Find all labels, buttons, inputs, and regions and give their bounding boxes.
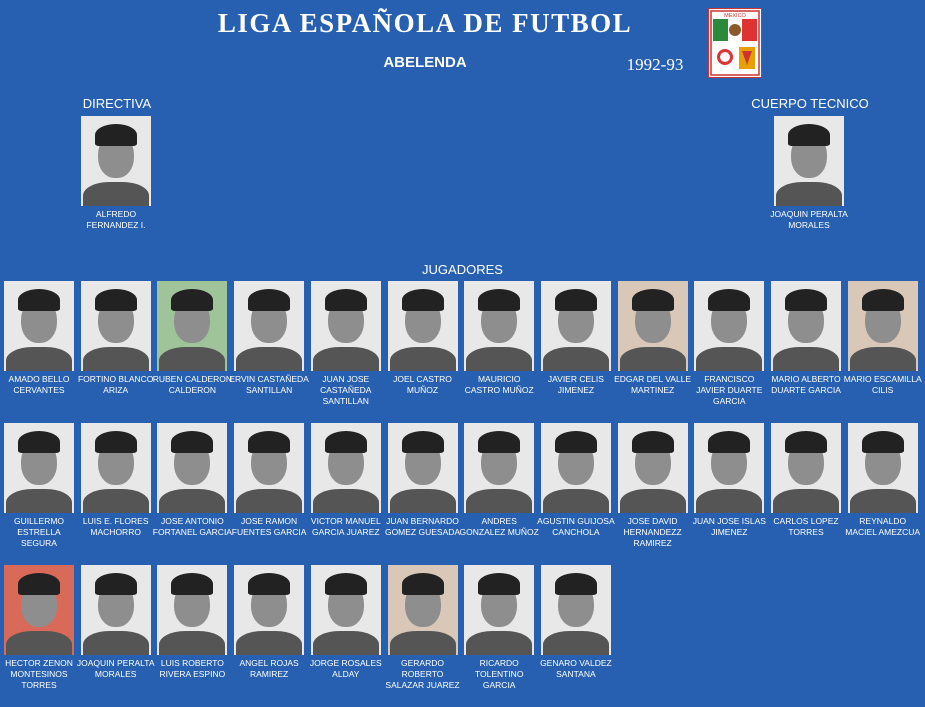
person-name: JOSE ANTONIO FORTANEL GARCIA — [152, 516, 232, 537]
person-card — [311, 565, 381, 680]
person-name: JORGE ROSALES ALDAY — [309, 658, 382, 679]
person-card — [152, 423, 232, 538]
portrait-photo — [618, 281, 688, 371]
portrait-photo — [157, 565, 227, 655]
portrait-photo — [388, 281, 458, 371]
person-card — [618, 423, 688, 549]
person-card — [464, 281, 534, 396]
person-card — [614, 281, 692, 396]
portrait-photo — [4, 423, 74, 513]
person-name: FORTINO BLANCO ARIZA — [77, 374, 154, 395]
league-logo — [708, 8, 762, 78]
person-card — [76, 565, 155, 680]
person-card — [388, 281, 458, 396]
person-card — [384, 423, 461, 538]
person-card — [4, 423, 74, 549]
portrait-photo — [157, 423, 227, 513]
person-name: JUAN JOSE ISLAS JIMENEZ — [692, 516, 766, 537]
person-card — [845, 423, 921, 538]
section-cuerpo-tecnico: CUERPO TECNICO — [751, 96, 869, 111]
person-name: GENARO VALDEZ SANTANA — [540, 658, 612, 679]
portrait-photo — [81, 423, 151, 513]
person-name: REYNALDO MACIEL AMEZCUA — [845, 516, 921, 537]
person-name: MAURICIO CASTRO MUÑOZ — [464, 374, 534, 395]
person-name: HECTOR ZENON MONTESINOS TORRES — [5, 658, 73, 690]
portrait-photo — [81, 565, 151, 655]
portrait-photo — [157, 281, 227, 371]
person-card — [385, 565, 460, 691]
person-name: GERARDO ROBERTO SALAZAR JUAREZ — [385, 658, 460, 690]
portrait-photo — [234, 565, 304, 655]
portrait-photo — [618, 423, 688, 513]
person-name: AMADO BELLO CERVANTES — [8, 374, 70, 395]
portrait-photo — [541, 565, 611, 655]
person-name: RUBEN CALDERON CALDERON — [152, 374, 233, 395]
person-name: JOSE DAVID HERNANDEZZ RAMIREZ — [623, 516, 682, 548]
portrait-photo — [234, 281, 304, 371]
portrait-photo — [81, 281, 151, 371]
person-name: CARLOS LOPEZ TORRES — [773, 516, 839, 537]
person-card — [4, 565, 74, 691]
person-name: JOAQUIN PERALTA MORALES — [770, 209, 848, 230]
person-name: JAVIER CELIS JIMENEZ — [547, 374, 604, 395]
section-jugadores: JUGADORES — [422, 262, 503, 277]
portrait-photo — [81, 116, 151, 206]
portrait-photo — [388, 565, 458, 655]
person-name: RICARDO TOLENTINO GARCIA — [474, 658, 524, 690]
portrait-photo — [4, 565, 74, 655]
person-card — [843, 281, 922, 396]
person-name: JUAN BERNARDO GOMEZ GUESADA — [384, 516, 461, 537]
person-name: JOEL CASTRO MUÑOZ — [393, 374, 452, 395]
person-name: GUILLERMO ESTRELLA SEGURA — [13, 516, 65, 548]
person-name: MARIO ESCAMILLA CILIS — [843, 374, 922, 395]
portrait-photo — [771, 281, 841, 371]
person-name: LUIS ROBERTO RIVERA ESPINO — [159, 658, 226, 679]
portrait-photo — [234, 423, 304, 513]
portrait-photo — [541, 281, 611, 371]
person-card — [81, 423, 151, 538]
portrait-photo — [388, 423, 458, 513]
person-name: ANGEL ROJAS RAMIREZ — [239, 658, 299, 679]
portrait-photo — [694, 281, 764, 371]
person-card — [771, 423, 841, 538]
portrait-photo — [311, 423, 381, 513]
person-card — [537, 423, 615, 538]
portrait-photo — [694, 423, 764, 513]
person-card — [4, 281, 74, 396]
person-name: JUAN JOSE CASTAÑEDA SANTILLAN — [320, 374, 372, 406]
portrait-photo — [311, 281, 381, 371]
person-name: VICTOR MANUEL GARCIA JUAREZ — [310, 516, 381, 537]
person-card — [694, 281, 764, 407]
person-name: JOSE RAMON FUENTES GARCIA — [231, 516, 307, 537]
person-card — [770, 116, 848, 231]
portrait-photo — [848, 423, 918, 513]
person-name: AGUSTIN GUIJOSA CANCHOLA — [537, 516, 615, 537]
person-card — [311, 423, 381, 538]
portrait-photo — [771, 423, 841, 513]
person-name: ANDRES GONZALEZ MUÑOZ — [459, 516, 539, 537]
portrait-photo — [464, 423, 534, 513]
page-title: LIGA ESPAÑOLA DE FUTBOL — [217, 8, 633, 38]
person-card — [541, 565, 611, 680]
mexico-flag-logo-icon — [709, 9, 761, 77]
portrait-photo — [774, 116, 844, 206]
season-label: 1992-93 — [626, 55, 684, 74]
person-card — [231, 423, 307, 538]
person-name: ALFREDO FERNANDEZ I. — [86, 209, 146, 230]
person-card — [157, 565, 227, 680]
section-directiva: DIRECTIVA — [82, 96, 152, 111]
portrait-photo — [464, 281, 534, 371]
person-card — [234, 565, 304, 680]
portrait-photo — [311, 565, 381, 655]
person-name: MARIO ALBERTO DUARTE GARCIA — [771, 374, 841, 395]
person-card — [229, 281, 309, 396]
logo-text: MEXICO — [724, 13, 746, 19]
person-name: EDGAR DEL VALLE MARTINEZ — [614, 374, 692, 395]
person-card — [459, 423, 539, 538]
portrait-photo — [4, 281, 74, 371]
person-name: LUIS E. FLORES MACHORRO — [82, 516, 149, 537]
person-card — [464, 565, 534, 691]
person-card — [311, 281, 381, 407]
portrait-photo — [464, 565, 534, 655]
person-card — [152, 281, 233, 396]
portrait-photo — [541, 423, 611, 513]
portrait-photo — [848, 281, 918, 371]
person-name: ERVIN CASTAÑEDA SANTILLAN — [229, 374, 309, 395]
person-card — [541, 281, 611, 396]
team-name: ABELENDA — [383, 54, 467, 71]
person-card — [77, 281, 154, 396]
person-card — [81, 116, 151, 231]
person-name: FRANCISCO JAVIER DUARTE GARCIA — [696, 374, 763, 406]
person-card — [771, 281, 841, 396]
person-card — [694, 423, 764, 538]
person-name: JOAQUIN PERALTA MORALES — [76, 658, 155, 679]
